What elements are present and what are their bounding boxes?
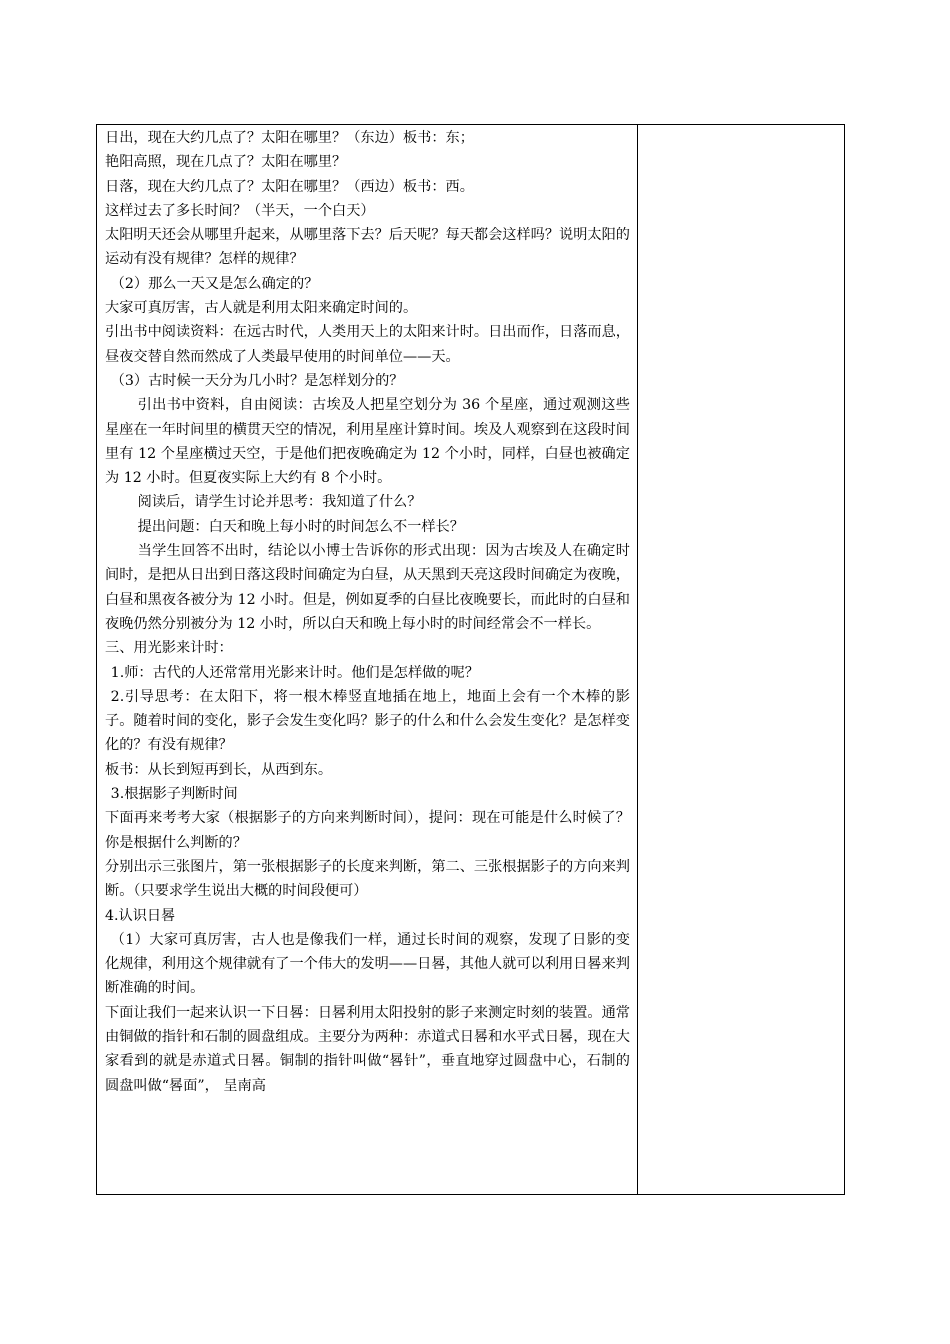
paragraph: 日落，现在大约几点了？太阳在哪里？（西边）板书：西。	[105, 178, 474, 195]
paragraph: 引出书中阅读资料：在远古时代，人类用天上的太阳来计时。日出而作，日落而息，昼夜交替自然而然成了人类最早使用的时间单位——天。	[105, 324, 630, 365]
paragraph: （3）古时候一天分为几小时？是怎样划分的？	[110, 372, 404, 389]
column-divider	[637, 124, 638, 1195]
paragraph: 这样过去了多长时间？（半天，一个白天）	[105, 202, 375, 219]
paragraph: 三、用光影来计时：	[105, 640, 233, 657]
lesson-text-cell	[105, 126, 630, 1098]
paragraph: 板书：从长到短再到长，从西到东。	[105, 761, 333, 778]
paragraph: 阅读后，请学生讨论并思考：我知道了什么？	[137, 494, 422, 511]
paragraph: 日出，现在大约几点了？太阳在哪里？（东边）板书：东；	[105, 130, 474, 146]
paragraph: （2）那么一天又是怎么确定的？	[110, 275, 319, 292]
paragraph: 分别出示三张图片，第一张根据影子的长度来判断，第二、三张根据影子的方向来判断。（只要求学生说出大概的时间段便可）	[105, 858, 630, 900]
paragraph: 3.根据影子判断时间	[110, 786, 238, 803]
paragraph: 太阳明天还会从哪里升起来，从哪里落下去？后天呢？每天都会这样吗？说明太阳的运动有没有规律？怎样的规律？	[105, 227, 630, 268]
paragraph: 引出书中资料，自由阅读：古埃及人把星空划分为 36 个星座，通过观测这些星座在一年时间里的横贯天空的情况，利用星座计算时间。埃及人观察到在这段时间里有 12 个星座横过天空，于是他们把夜晚确定为 12 个小时，同样，白昼也被确定为 12 小时。但夏夜实际上大约有 8 个小时。	[105, 397, 630, 487]
paragraph: 当学生回答不出时，结论以小博士告诉你的形式出现：因为古埃及人在确定时间时，是把从日出到日落这段时间确定为白昼，从天黑到天亮这段时间确定为夜晚，白昼和黑夜各被分为 12 小时。但是，例如夏季的白昼比夜晚要长，而此时的白昼和夜晚仍然分别被分为 12 小时，所以白天和晚上每小时的时间经常会不一样长。	[105, 543, 630, 632]
paragraph: 下面再来考考大家（根据影子的方向来判断时间），提问：现在可能是什么时候了？你是根据什么判断的？	[105, 810, 630, 851]
paragraph: 提出问题：白天和晚上每小时的时间怎么不一样长？	[137, 518, 464, 535]
paragraph: 4.认识日晷	[105, 907, 176, 924]
paragraph: （1）大家可真厉害，古人也是像我们一样，通过长时间的观察，发现了日影的变化规律，利用这个规律就有了一个伟大的发明——日晷，其他人就可以利用日晷来判断准确的时间。	[105, 931, 630, 997]
paragraph: 2.引导思考：在太阳下，将一根木棒竖直地插在地上，地面上会有一个木棒的影子。随着时间的变化，影子会发生变化吗？影子的什么和什么会发生变化？是怎样变化的？有没有规律？	[105, 688, 630, 754]
paragraph: 下面让我们一起来认识一下日晷：日晷利用太阳投射的影子来测定时刻的装置。通常由铜做的指针和石制的圆盘组成。主要分为两种：赤道式日晷和水平式日晷，现在大家看到的就是赤道式日晷。铜制的指针叫做“晷针”，垂直地穿过圆盘中心，石制的圆盘叫做“晷面”， 呈南高	[105, 1004, 630, 1094]
paragraph: 1.师：古代的人还常常用光影来计时。他们是怎样做的呢？	[110, 664, 479, 681]
paragraph: 艳阳高照，现在几点了？太阳在哪里？	[105, 154, 347, 171]
paragraph: 大家可真厉害，古人就是利用太阳来确定时间的。	[105, 300, 418, 317]
